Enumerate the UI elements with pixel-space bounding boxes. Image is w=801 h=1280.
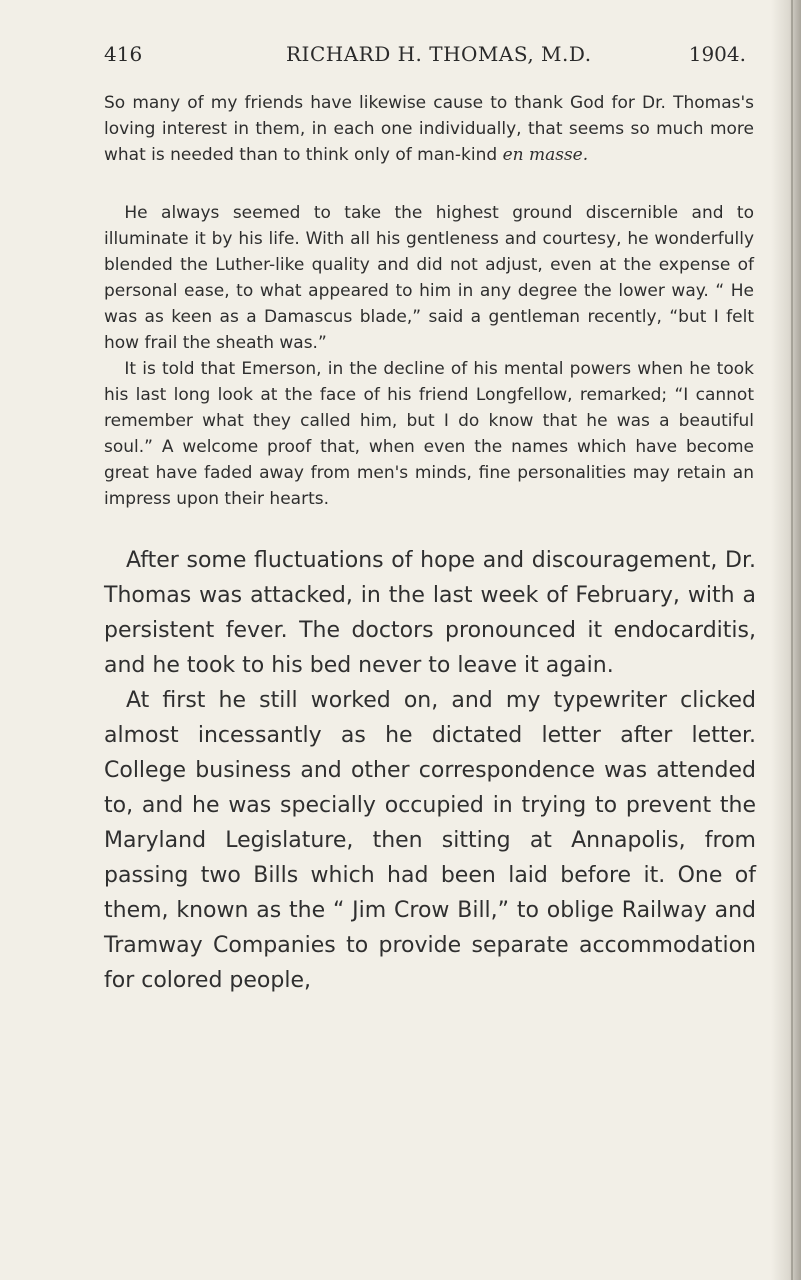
paragraph-friends-text: So many of my friends have likewise cause to thank God for Dr. Thomas's loving interest in them, in each one individually, that seems so much more what is needed than to think only of man-kind [104,93,754,165]
running-head-title: RICHARD H. THOMAS, M.D. [286,42,592,66]
header-year: 1904. [688,42,746,66]
running-header [104,42,754,82]
page-edge-shadow [771,0,801,1280]
paragraph-emerson: It is told that Emerson, in the decline of his mental powers when he took his last long look at the face of his friend Longfellow, remarked; “I cannot remember what they called him, but I do know that he was a beautiful soul.” A welcome proof that, when even the names which have become great have faded away from men's minds, fine personalities may retain an impress upon their hearts. [104,359,754,509]
page-edge-line [791,0,793,1280]
paragraph-highest-ground: He always seemed to take the highest ground discernible and to illuminate it by his life. With all his gentleness and courtesy, he wonderfully blended the Luther-like quality and did not adjust, even at the expense of personal ease, to what appeared to him in any degree the lower way. “ He was as keen as a Damascus blade,” said a gentleman recently, “but I felt how frail the sheath was.” [104,203,754,353]
large-type-section [104,543,756,998]
paragraph-typewriter: At first he still worked on, and my typewriter clicked almost incessantly as he dictated letter after letter. College business and other correspondence was attended to, and he was specially occupied in trying to prevent the Maryland Legislature, then sitting at Annapolis, from passing two Bills which had been laid before it. One of them, known as the “ Jim Crow Bill,” to oblige Railway and Tramway Companies to provide separate accommodation for colored people, [104,688,756,993]
paragraph-fever: After some fluctuations of hope and discouragement, Dr. Thomas was attacked, in the last week of February, with a persistent fever. The doctors pronounced it endocarditis, and he took to his bed never to leave it again. [104,548,756,678]
page-number: 416 [104,42,143,66]
small-type-section-2 [104,200,754,512]
paragraph-friends [104,90,754,168]
small-type-section [104,90,754,168]
paragraph-friends-italic: en masse. [502,145,589,165]
